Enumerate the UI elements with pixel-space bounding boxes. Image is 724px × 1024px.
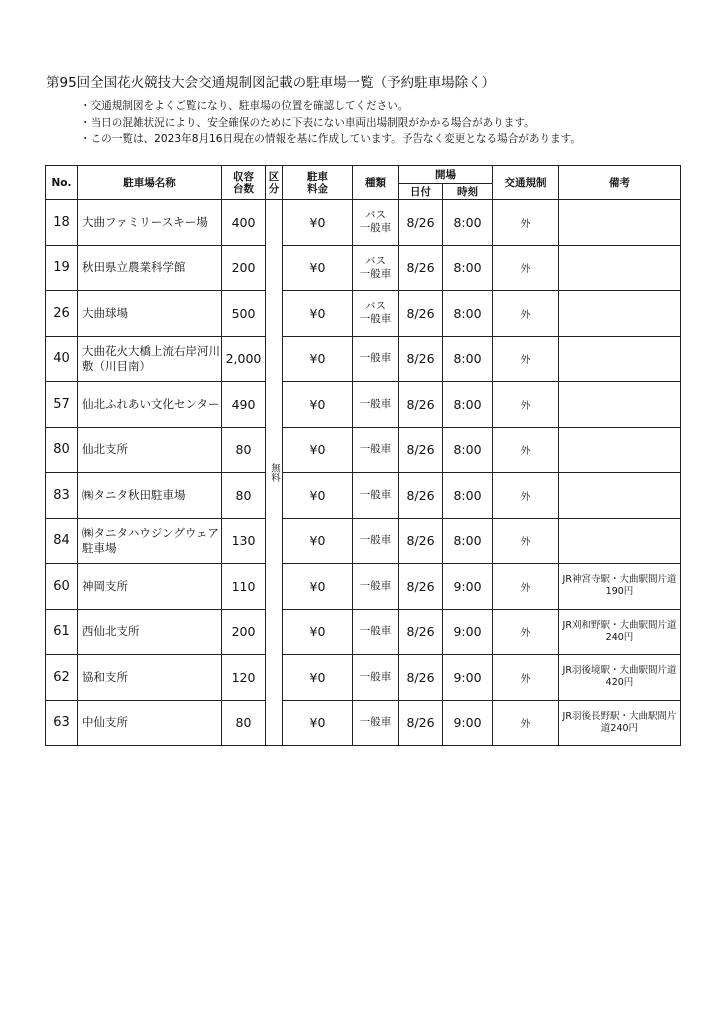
page-title: 第95回全国花火競技大会交通規制図記載の駐車場一覧（予約駐車場除く） — [46, 75, 496, 91]
cell-kubun: 無料 — [266, 200, 283, 746]
cell-no: 83 — [46, 473, 78, 519]
cell-fee: ¥0 — [283, 609, 353, 655]
cell-fee: ¥0 — [283, 291, 353, 337]
cell-name: 神岡支所 — [78, 564, 222, 610]
cell-name: 秋田県立農業科学館 — [78, 245, 222, 291]
cell-kind: 一般車 — [353, 700, 399, 746]
cell-capacity: 400 — [222, 200, 266, 246]
cell-name: 西仙北支所 — [78, 609, 222, 655]
cell-time: 8:00 — [443, 473, 493, 519]
table-row — [46, 245, 681, 291]
cell-date: 8/26 — [399, 336, 443, 382]
cell-remarks — [559, 473, 681, 519]
header-fee: 駐車料金 — [283, 166, 353, 200]
cell-kind: 一般車 — [353, 518, 399, 564]
cell-regulation: 外 — [493, 609, 559, 655]
cell-fee: ¥0 — [283, 700, 353, 746]
cell-fee: ¥0 — [283, 427, 353, 473]
cell-name: 協和支所 — [78, 655, 222, 701]
cell-capacity: 80 — [222, 700, 266, 746]
cell-capacity: 120 — [222, 655, 266, 701]
cell-date: 8/26 — [399, 291, 443, 337]
cell-regulation: 外 — [493, 473, 559, 519]
header-open: 開場 — [399, 166, 493, 184]
header-kind: 種類 — [353, 166, 399, 200]
note-item: ・当日の混雑状況により、安全確保のために下表にない車両出場制限がかかる場合があります。 — [80, 116, 535, 129]
cell-remarks — [559, 427, 681, 473]
cell-time: 8:00 — [443, 518, 493, 564]
header-remarks: 備考 — [559, 166, 681, 200]
cell-no: 61 — [46, 609, 78, 655]
cell-date: 8/26 — [399, 518, 443, 564]
cell-name: 中仙支所 — [78, 700, 222, 746]
cell-regulation: 外 — [493, 382, 559, 428]
cell-fee: ¥0 — [283, 336, 353, 382]
cell-capacity: 110 — [222, 564, 266, 610]
cell-time: 9:00 — [443, 655, 493, 701]
cell-fee: ¥0 — [283, 200, 353, 246]
cell-no: 63 — [46, 700, 78, 746]
cell-remarks — [559, 291, 681, 337]
notes-list — [80, 98, 581, 148]
cell-capacity: 200 — [222, 245, 266, 291]
cell-name: 仙北ふれあい文化センター — [78, 382, 222, 428]
cell-time: 8:00 — [443, 291, 493, 337]
cell-time: 8:00 — [443, 336, 493, 382]
cell-name: 仙北支所 — [78, 427, 222, 473]
table-row — [46, 609, 681, 655]
cell-fee: ¥0 — [283, 473, 353, 519]
table-row — [46, 655, 681, 701]
cell-date: 8/26 — [399, 700, 443, 746]
header-capacity: 収容台数 — [222, 166, 266, 200]
cell-kind: 一般車 — [353, 564, 399, 610]
cell-regulation: 外 — [493, 700, 559, 746]
table-row — [46, 336, 681, 382]
cell-date: 8/26 — [399, 473, 443, 519]
cell-remarks — [559, 518, 681, 564]
cell-kind: 一般車 — [353, 336, 399, 382]
cell-regulation: 外 — [493, 518, 559, 564]
cell-remarks — [559, 336, 681, 382]
cell-time: 9:00 — [443, 609, 493, 655]
header-name: 駐車場名称 — [78, 166, 222, 200]
cell-name: ㈱タニタハウジングウェア駐車場 — [78, 518, 222, 564]
cell-time: 9:00 — [443, 564, 493, 610]
cell-remarks: JR羽後境駅・大曲駅間片道420円 — [559, 655, 681, 701]
cell-remarks: JR羽後長野駅・大曲駅間片道240円 — [559, 700, 681, 746]
cell-time: 8:00 — [443, 427, 493, 473]
table-row — [46, 427, 681, 473]
table-row — [46, 518, 681, 564]
cell-kind: 一般車 — [353, 427, 399, 473]
table-row — [46, 382, 681, 428]
cell-no: 60 — [46, 564, 78, 610]
cell-no: 26 — [46, 291, 78, 337]
cell-fee: ¥0 — [283, 382, 353, 428]
cell-kind: 一般車 — [353, 473, 399, 519]
cell-remarks — [559, 245, 681, 291]
cell-remarks: JR刈和野駅・大曲駅間片道240円 — [559, 609, 681, 655]
cell-capacity: 2,000 — [222, 336, 266, 382]
cell-remarks — [559, 200, 681, 246]
cell-kind: バス 一般車 — [353, 245, 399, 291]
cell-regulation: 外 — [493, 427, 559, 473]
cell-time: 8:00 — [443, 245, 493, 291]
cell-no: 40 — [46, 336, 78, 382]
cell-date: 8/26 — [399, 427, 443, 473]
cell-fee: ¥0 — [283, 564, 353, 610]
cell-no: 57 — [46, 382, 78, 428]
cell-name: 大曲球場 — [78, 291, 222, 337]
cell-regulation: 外 — [493, 564, 559, 610]
cell-capacity: 80 — [222, 427, 266, 473]
cell-regulation: 外 — [493, 655, 559, 701]
cell-name: ㈱タニタ秋田駐車場 — [78, 473, 222, 519]
cell-capacity: 500 — [222, 291, 266, 337]
cell-date: 8/26 — [399, 245, 443, 291]
cell-kind: バス 一般車 — [353, 291, 399, 337]
cell-remarks — [559, 382, 681, 428]
cell-no: 19 — [46, 245, 78, 291]
cell-date: 8/26 — [399, 564, 443, 610]
table-row — [46, 473, 681, 519]
table-row — [46, 200, 681, 246]
note-item: ・この一覧は、2023年8月16日現在の情報を基に作成しています。予告なく変更となる場合があります。 — [80, 133, 582, 145]
table-row — [46, 564, 681, 610]
cell-no: 18 — [46, 200, 78, 246]
cell-name: 大曲ファミリースキー場 — [78, 200, 222, 246]
cell-time: 8:00 — [443, 200, 493, 246]
cell-fee: ¥0 — [283, 518, 353, 564]
cell-date: 8/26 — [399, 382, 443, 428]
note-item: ・交通規制図をよくご覧になり、駐車場の位置を確認してください。 — [80, 100, 409, 112]
cell-remarks: JR神宮寺駅・大曲駅間片道190円 — [559, 564, 681, 610]
cell-date: 8/26 — [399, 609, 443, 655]
header-date: 日付 — [399, 184, 443, 200]
cell-regulation: 外 — [493, 200, 559, 246]
header-no: No. — [46, 166, 78, 200]
cell-capacity: 490 — [222, 382, 266, 428]
cell-regulation: 外 — [493, 291, 559, 337]
cell-date: 8/26 — [399, 655, 443, 701]
cell-kind: 一般車 — [353, 655, 399, 701]
table-row — [46, 291, 681, 337]
cell-time: 8:00 — [443, 382, 493, 428]
header-kubun: 区分 — [266, 166, 283, 200]
cell-no: 84 — [46, 518, 78, 564]
cell-time: 9:00 — [443, 700, 493, 746]
parking-table — [45, 165, 681, 746]
cell-kind: 一般車 — [353, 609, 399, 655]
cell-fee: ¥0 — [283, 655, 353, 701]
header-time: 時刻 — [443, 184, 493, 200]
cell-capacity: 130 — [222, 518, 266, 564]
cell-no: 80 — [46, 427, 78, 473]
cell-regulation: 外 — [493, 245, 559, 291]
cell-capacity: 80 — [222, 473, 266, 519]
cell-regulation: 外 — [493, 336, 559, 382]
cell-capacity: 200 — [222, 609, 266, 655]
cell-fee: ¥0 — [283, 245, 353, 291]
cell-kind: バス 一般車 — [353, 200, 399, 246]
table-row — [46, 700, 681, 746]
cell-name: 大曲花火大橋上流右岸河川敷（川目南） — [78, 336, 222, 382]
cell-no: 62 — [46, 655, 78, 701]
cell-kind: 一般車 — [353, 382, 399, 428]
header-regulation: 交通規制 — [493, 166, 559, 200]
cell-date: 8/26 — [399, 200, 443, 246]
